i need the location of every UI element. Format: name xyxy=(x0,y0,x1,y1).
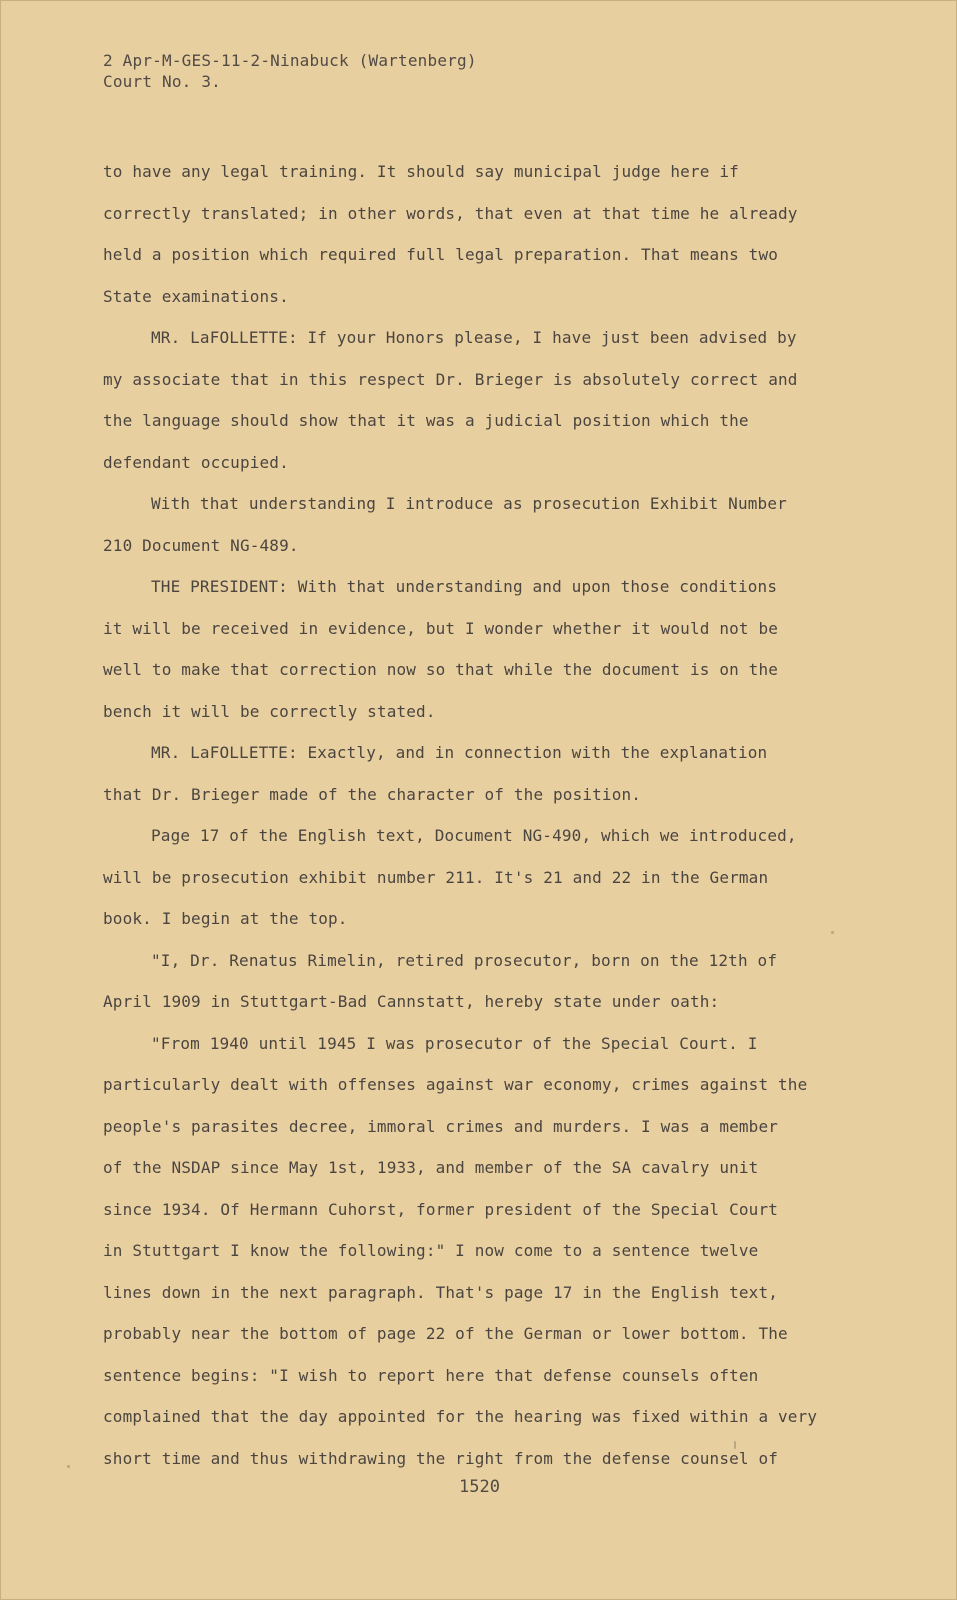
transcript-body xyxy=(103,151,843,1479)
transcript-line: people's parasites decree, immoral crimes and murders. I was a member xyxy=(103,1116,779,1136)
transcript-line: MR. LaFOLLETTE: Exactly, and in connection with the explanation xyxy=(151,743,768,762)
transcript-line: Page 17 of the English text, Document NG-490, which we introduced, xyxy=(151,826,797,845)
transcript-line: short time and thus withdrawing the right from the defense counsel of xyxy=(103,1448,779,1468)
document-header xyxy=(103,50,477,92)
transcript-line: to have any legal training. It should say municipal judge here if xyxy=(103,162,739,181)
transcript-line: April 1909 in Stuttgart-Bad Cannstatt, hereby state under oath: xyxy=(103,992,720,1011)
paper-speck xyxy=(831,931,834,934)
transcript-line: "From 1940 until 1945 I was prosecutor of the Special Court. I xyxy=(151,1033,758,1053)
transcript-line: probably near the bottom of page 22 of the German or lower bottom. The xyxy=(103,1324,788,1343)
transcript-line: well to make that correction now so that while the document is on the xyxy=(103,660,779,679)
transcript-line: bench it will be correctly stated. xyxy=(103,701,436,721)
transcript-line: book. I begin at the top. xyxy=(103,909,348,928)
transcript-line: it will be received in evidence, but I wonder whether it would not be xyxy=(103,618,779,638)
page-number: 1520 xyxy=(459,1477,500,1497)
transcript-line: in Stuttgart I know the following:" I now come to a sentence twelve xyxy=(103,1241,759,1260)
transcript-line: sentence begins: "I wish to report here that defense counsels often xyxy=(103,1365,759,1385)
paper-speck xyxy=(67,1465,70,1468)
transcript-line: my associate that in this respect Dr. Brieger is absolutely correct and xyxy=(103,369,798,389)
transcript-line: State examinations. xyxy=(103,286,289,306)
transcript-line: complained that the day appointed for the hearing was fixed within a very xyxy=(103,1407,818,1426)
header-docket-line: 2 Apr-M-GES-11-2-Ninabuck (Wartenberg) xyxy=(103,51,477,70)
transcript-line: that Dr. Brieger made of the character of the position. xyxy=(103,784,642,804)
transcript-line: MR. LaFOLLETTE: If your Honors please, I have just been advised by xyxy=(151,328,797,347)
transcript-line: defendant occupied. xyxy=(103,452,289,472)
transcript-line: With that understanding I introduce as prosecution Exhibit Number xyxy=(151,494,787,513)
transcript-line: correctly translated; in other words, that even at that time he already xyxy=(103,203,798,223)
transcript-line: THE PRESIDENT: With that understanding and upon those conditions xyxy=(151,577,778,596)
header-court-line: Court No. 3. xyxy=(103,72,221,91)
transcript-line: 210 Document NG-489. xyxy=(103,535,299,555)
transcript-line: since 1934. Of Hermann Cuhorst, former president of the Special Court xyxy=(103,1199,779,1219)
transcript-line: held a position which required full legal preparation. That means two xyxy=(103,245,779,264)
transcript-line: the language should show that it was a judicial position which the xyxy=(103,411,749,430)
transcript-line: lines down in the next paragraph. That's page 17 in the English text, xyxy=(103,1282,779,1302)
transcript-line: of the NSDAP since May 1st, 1933, and member of the SA cavalry unit xyxy=(103,1158,759,1177)
transcript-line: "I, Dr. Renatus Rimelin, retired prosecutor, born on the 12th of xyxy=(151,950,778,970)
transcript-line: particularly dealt with offenses against war economy, crimes against the xyxy=(103,1075,808,1094)
paper-speck xyxy=(734,1441,736,1449)
transcript-line: will be prosecution exhibit number 211. It's 21 and 22 in the German xyxy=(103,867,769,887)
